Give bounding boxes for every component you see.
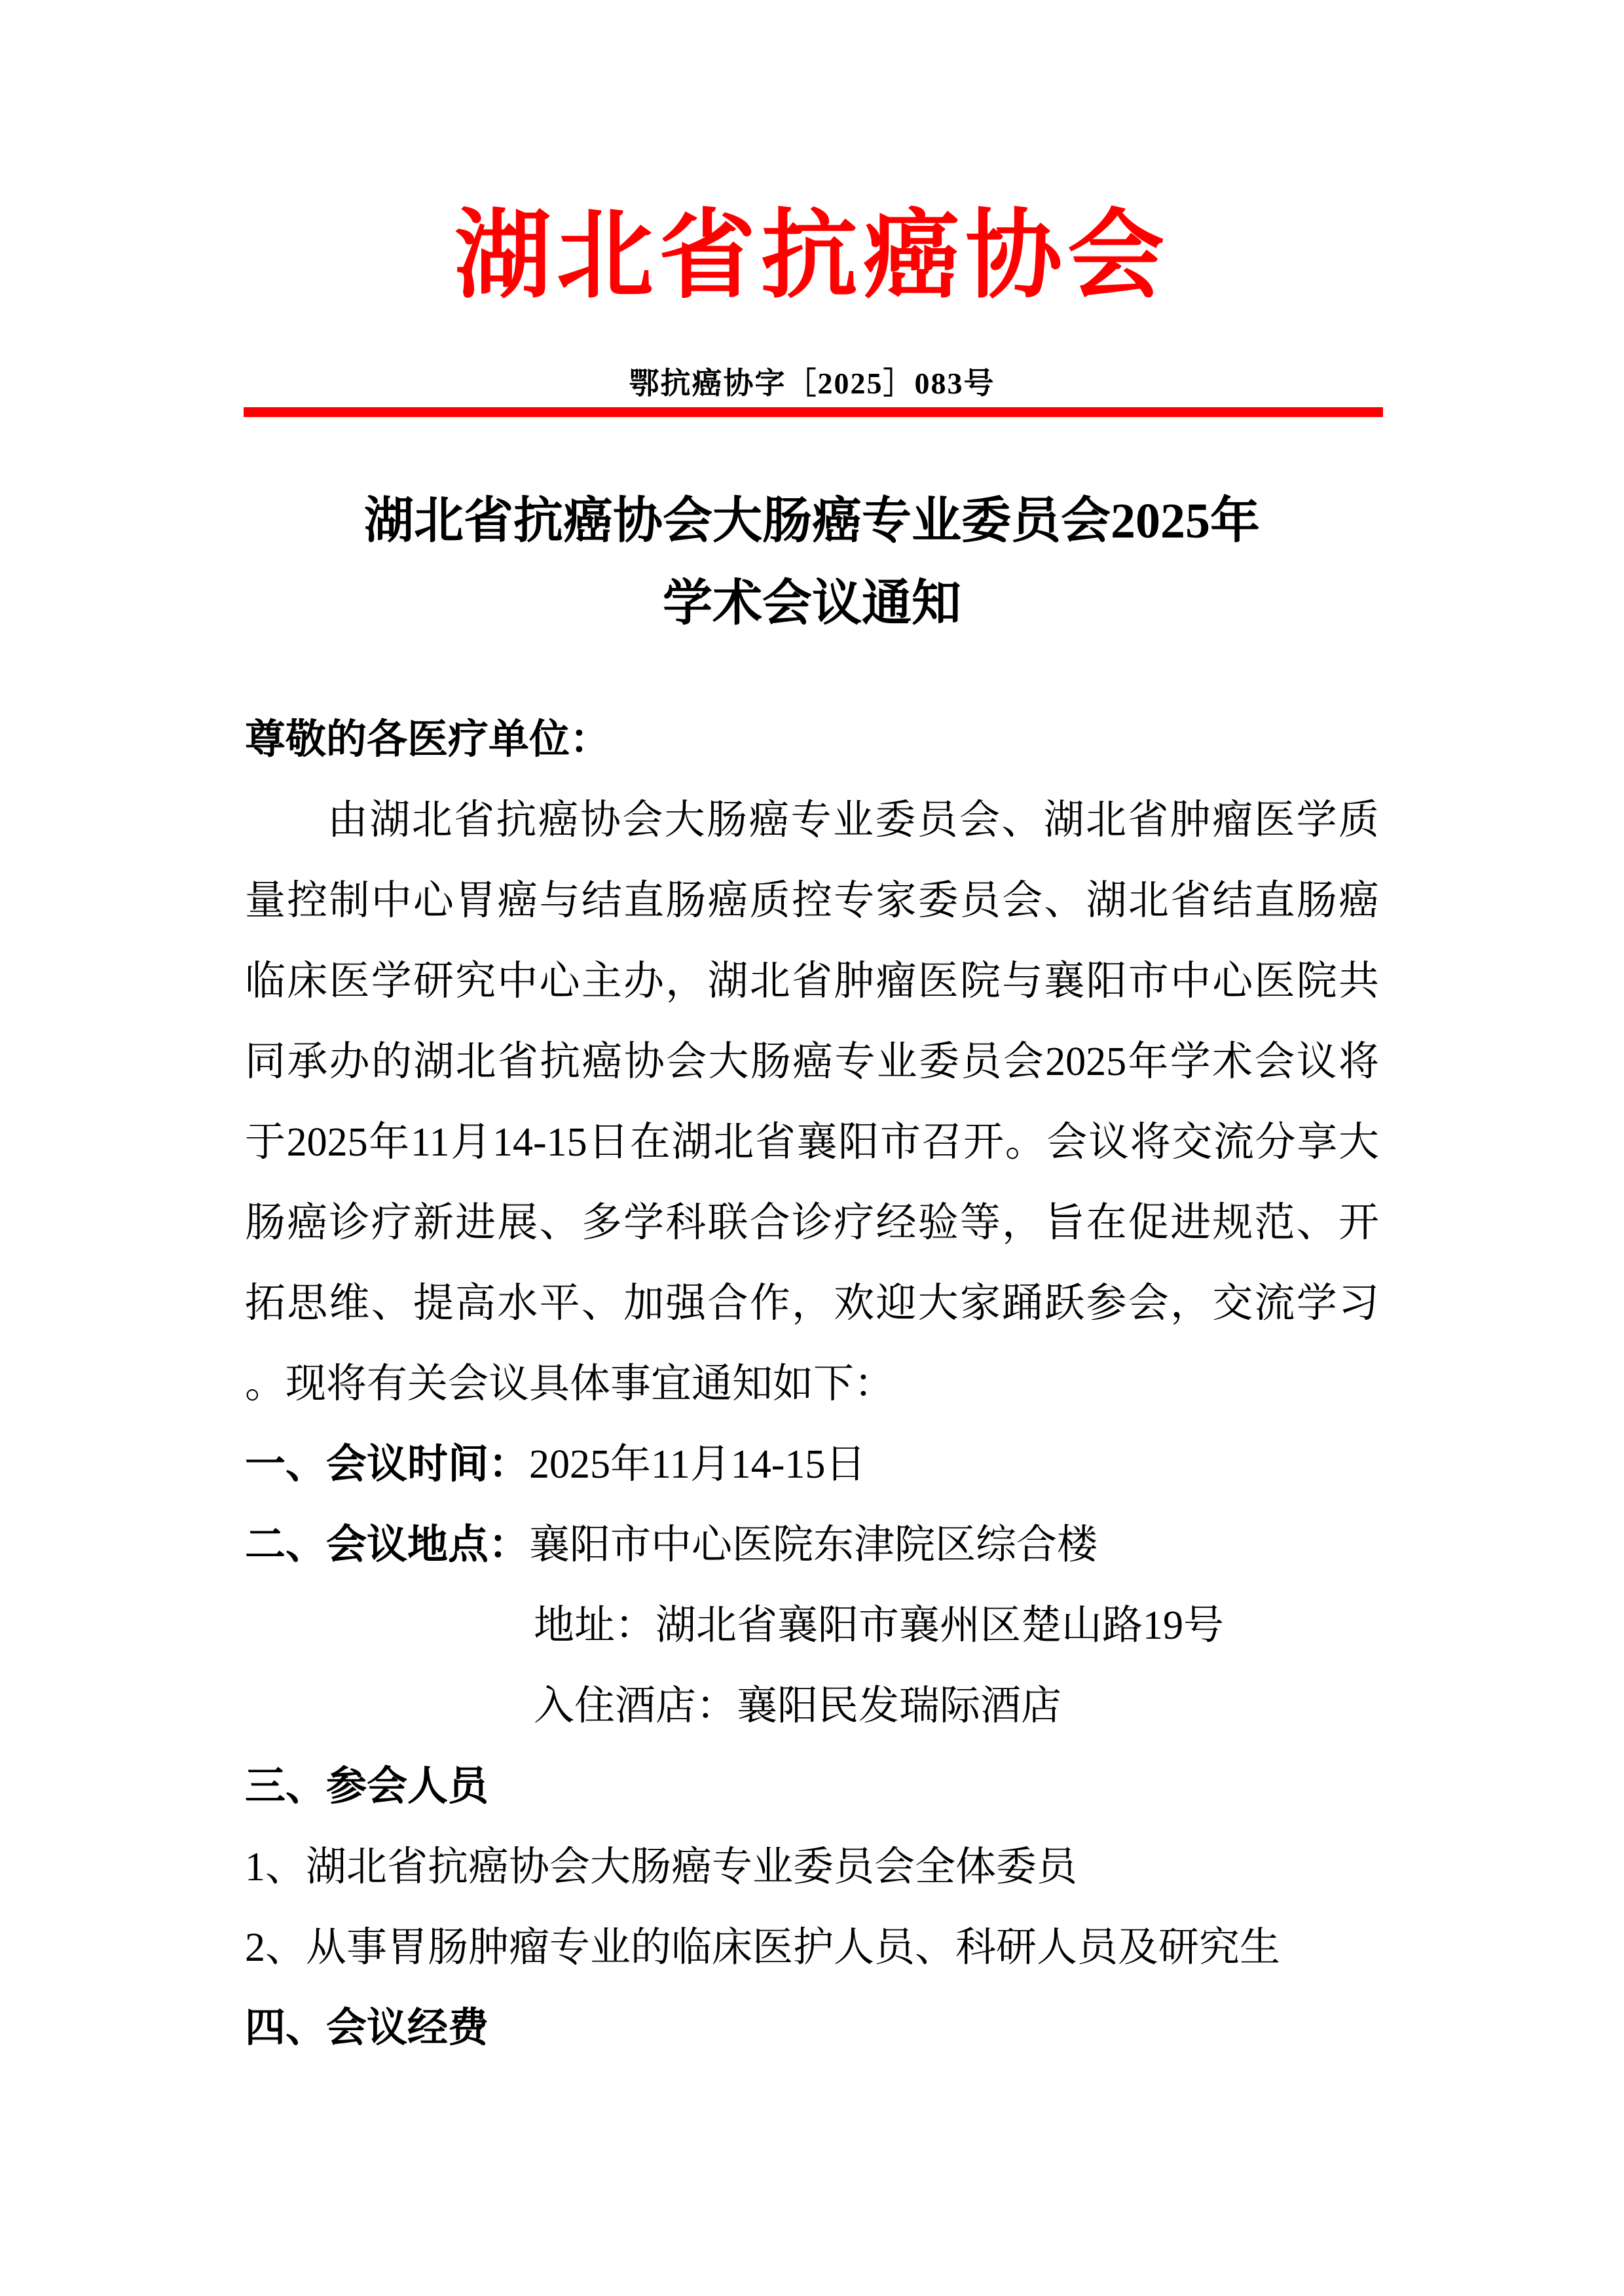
body-line xyxy=(245,700,1379,780)
notice-title-line2: 学术会议通知 xyxy=(663,576,961,631)
body-line xyxy=(245,1988,1379,2069)
line-label: 一、会议时间： xyxy=(245,1442,530,1487)
line-text: 襄阳市中心医院东津院区综合楼 xyxy=(529,1523,1098,1567)
org-letterhead-title: 湖北省抗癌协会 xyxy=(454,203,1170,310)
line-text: 地址：湖北省襄阳市襄州区楚山路19号 xyxy=(534,1603,1225,1648)
body-line xyxy=(245,1505,1379,1586)
body-line xyxy=(245,1747,1379,1827)
body-line xyxy=(245,780,1379,861)
body-line xyxy=(245,941,1379,1022)
line-text: 2025年11月14-15日 xyxy=(529,1442,866,1487)
line-text: 同承办的湖北省抗癌协会大肠癌专业委员会2025年学术会议将 xyxy=(245,1040,1379,1084)
line-text: 临床医学研究中心主办，湖北省肿瘤医院与襄阳市中心医院共 xyxy=(245,959,1379,1004)
notice-title xyxy=(0,480,1624,645)
notice-body xyxy=(245,700,1379,2069)
body-line xyxy=(245,1264,1379,1344)
line-text: 拓思维、提高水平、加强合作，欢迎大家踊跃参会，交流学习 xyxy=(245,1281,1379,1326)
line-text: 2、从事胃肠肿瘤专业的临床医护人员、科研人员及研究生 xyxy=(245,1925,1281,1970)
line-text: 入住酒店：襄阳民发瑞际酒店 xyxy=(534,1684,1062,1728)
doc-number: 鄂抗癌协字［2025］083号 xyxy=(629,367,995,400)
body-line xyxy=(245,1586,1379,1666)
line-label: 二、会议地点： xyxy=(245,1523,530,1567)
body-line xyxy=(245,1183,1379,1264)
red-divider-rule xyxy=(244,407,1383,417)
line-label: 四、会议经费 xyxy=(245,2006,489,2050)
body-line xyxy=(245,861,1379,941)
body-line xyxy=(245,1425,1379,1505)
notice-title-line1: 湖北省抗癌协会大肠癌专业委员会2025年 xyxy=(364,494,1260,549)
line-text: 于2025年11月14-15日在湖北省襄阳市召开。会议将交流分享大 xyxy=(245,1120,1379,1165)
body-line xyxy=(245,1344,1379,1425)
line-label: 三、参会人员 xyxy=(245,1764,489,1809)
line-label: 尊敬的各医疗单位： xyxy=(245,718,611,762)
body-line xyxy=(245,1022,1379,1102)
line-text: 肠癌诊疗新进展、多学科联合诊疗经验等，旨在促进规范、开 xyxy=(245,1201,1379,1245)
line-text: 量控制中心胃癌与结直肠癌质控专家委员会、湖北省结直肠癌 xyxy=(245,879,1379,923)
body-line xyxy=(245,1666,1379,1747)
body-line xyxy=(245,1908,1379,1988)
line-text: 。现将有关会议具体事宜通知如下： xyxy=(245,1362,895,1406)
body-line xyxy=(245,1827,1379,1908)
line-text: 1、湖北省抗癌协会大肠癌专业委员会全体委员 xyxy=(245,1845,1078,1889)
body-line xyxy=(245,1102,1379,1183)
line-text: 由湖北省抗癌协会大肠癌专业委员会、湖北省肿瘤医学质 xyxy=(327,798,1379,843)
